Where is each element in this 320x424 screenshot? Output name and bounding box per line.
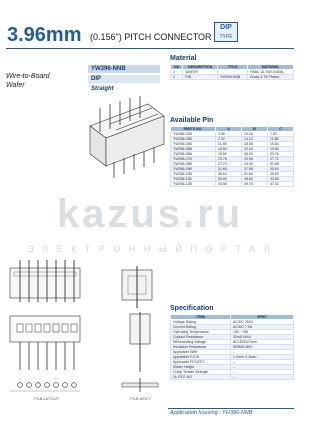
table-cell: -- <box>231 365 294 370</box>
table-cell: Solder Height <box>171 365 231 370</box>
available-pin-title: Available Pin <box>170 117 214 124</box>
material-header-row <box>171 65 294 70</box>
side-view-drawing <box>118 266 162 308</box>
table-cell: Applicable FPC/FFC <box>171 360 231 365</box>
table-cell: 43.56 <box>267 177 293 182</box>
available-pin-table <box>170 126 294 187</box>
table-cell: AC/DC 7.0A <box>231 325 294 330</box>
table-cell: Withstanding Voltage <box>171 340 231 345</box>
table-cell: YW396-08B <box>171 162 216 167</box>
table-cell: Operating Temperature <box>171 330 231 335</box>
material-col-material: MATERIAL <box>248 65 294 70</box>
pin-col-part: PARTS NO. <box>171 127 216 132</box>
table-row <box>171 182 294 187</box>
spec-col-item: ITEM <box>171 315 231 320</box>
watermark-tagline: Э Л Е К Т Р О Н Н Ы Й П О Р Т А Л <box>27 244 273 254</box>
table-cell: -25 ~ +85 <box>231 330 294 335</box>
spec-col-spec: SPEC <box>231 315 294 320</box>
table-cell: Applicable P.C.B <box>171 355 231 360</box>
table-cell: PIN <box>183 75 218 80</box>
table-cell: YW396-05B <box>171 147 216 152</box>
material-col-no: NO <box>171 65 183 70</box>
table-cell: 500MΩ MIN <box>231 345 294 350</box>
table-cell: YW396-03B <box>171 137 216 142</box>
header-divider <box>6 48 294 49</box>
watermark-brand: kazus.ru <box>56 192 244 236</box>
application-housing-note: Application housing : YH396-NNB <box>170 410 253 416</box>
table-cell: 7.92 <box>267 132 293 137</box>
table-cell: 43.56 <box>216 182 242 187</box>
table-cell: 19.80 <box>267 147 293 152</box>
table-cell: 7.92 <box>216 137 242 142</box>
material-col-description: DESCRIPTION <box>183 65 218 70</box>
product-category-text: Wire-to-Board Wafer <box>6 73 50 89</box>
table-cell: 22.04 <box>242 147 268 152</box>
table-cell: UL FILE NO <box>171 375 231 380</box>
table-cell: YW396-09B <box>171 167 216 172</box>
pin-col-a: A <box>216 127 242 132</box>
table-cell: 15.84 <box>267 142 293 147</box>
table-cell: PA66, UL 94V-0/ABN <box>248 70 294 75</box>
table-cell: Contact Resistance <box>171 335 231 340</box>
table-cell: 31.68 <box>216 167 242 172</box>
table-cell: YW396-04B <box>171 142 216 147</box>
table-cell: YW396-07B <box>171 157 216 162</box>
table-cell: 23.76 <box>216 157 242 162</box>
top-view-drawing <box>8 312 82 372</box>
pin-col-c: C <box>267 127 293 132</box>
table-cell: 30mΩ MAX <box>231 335 294 340</box>
table-cell: 10.16 <box>242 132 268 137</box>
table-cell: AC1500V/1min <box>231 340 294 345</box>
pcb-assembly-drawing <box>120 378 160 392</box>
table-cell: 14.12 <box>242 137 268 142</box>
table-cell: YW396-12B <box>171 182 216 187</box>
type-badge-line2: TYPE <box>219 34 233 40</box>
product-mount: DIP <box>88 75 160 83</box>
table-cell: 31.68 <box>267 162 293 167</box>
table-cell: 45.80 <box>242 177 268 182</box>
table-cell: 29.96 <box>242 157 268 162</box>
front-view-drawing <box>8 258 82 304</box>
page-title: 3.96mm <box>7 24 82 46</box>
side-section-drawing <box>122 312 158 372</box>
table-cell: Current Rating <box>171 325 231 330</box>
table-cell: YW396-02B <box>171 132 216 137</box>
specification-table <box>170 314 294 380</box>
table-cell: 19.80 <box>216 152 242 157</box>
connector-3d-drawing <box>86 96 168 182</box>
product-orientation: Straight <box>88 85 160 93</box>
page-subtitle: (0.156") PITCH CONNECTOR <box>90 32 212 42</box>
table-cell: AC/DC 250V <box>231 320 294 325</box>
table-cell: 11.88 <box>267 137 293 142</box>
table-cell: Crimp Tensile Strength <box>171 370 231 375</box>
table-cell: 47.52 <box>267 182 293 187</box>
table-cell: 35.64 <box>267 167 293 172</box>
pcb-assy-caption: PCB ASS'Y <box>130 396 151 401</box>
table-cell: 18.08 <box>242 142 268 147</box>
footer-divider <box>168 408 294 409</box>
table-row <box>171 375 294 380</box>
table-cell: 27.72 <box>267 157 293 162</box>
table-cell: 11.88 <box>216 142 242 147</box>
table-cell: WAFER <box>183 70 218 75</box>
product-category <box>6 72 50 90</box>
table-cell: -- <box>231 370 294 375</box>
table-cell: YW396-11B <box>171 177 216 182</box>
table-cell: -- <box>231 350 294 355</box>
table-cell: 1.2mm~1.6mm <box>231 355 294 360</box>
table-cell: 15.84 <box>216 147 242 152</box>
table-cell: 27.72 <box>216 162 242 167</box>
table-cell: 37.88 <box>242 167 268 172</box>
table-cell: 23.76 <box>267 152 293 157</box>
table-cell: 49.76 <box>242 182 268 187</box>
table-cell: Voltage Rating <box>171 320 231 325</box>
table-row <box>171 75 294 80</box>
table-cell: 35.64 <box>216 172 242 177</box>
table-cell: YW396-NNB <box>218 75 248 80</box>
table-cell: -- <box>231 375 294 380</box>
pin-col-b: B <box>242 127 268 132</box>
material-title: Material <box>170 55 197 62</box>
table-cell: 39.60 <box>267 172 293 177</box>
table-cell: YW396-06B <box>171 152 216 157</box>
table-cell: 41.84 <box>242 172 268 177</box>
table-cell: 26.00 <box>242 152 268 157</box>
table-cell: Brass & Tin Plated <box>248 75 294 80</box>
table-cell: 1 <box>171 70 183 75</box>
table-cell: 39.60 <box>216 177 242 182</box>
table-cell: YW396-10B <box>171 172 216 177</box>
type-badge-line1: DIP <box>220 24 232 31</box>
product-code: YW396-NNB <box>88 65 160 73</box>
table-cell: 3.96 <box>216 132 242 137</box>
dip-type-badge <box>214 22 238 42</box>
table-cell: 33.92 <box>242 162 268 167</box>
table-cell: Applicable Wire <box>171 350 231 355</box>
pcb-layout-drawing <box>8 378 82 392</box>
table-cell: -- <box>231 360 294 365</box>
table-cell: Insulation Resistance <box>171 345 231 350</box>
material-col-title: TITLE <box>218 65 248 70</box>
specification-title: Specification <box>170 305 214 312</box>
pcb-layout-caption: PCB LAYOUT <box>34 396 60 401</box>
table-cell: 2 <box>171 75 183 80</box>
material-table <box>170 64 294 80</box>
